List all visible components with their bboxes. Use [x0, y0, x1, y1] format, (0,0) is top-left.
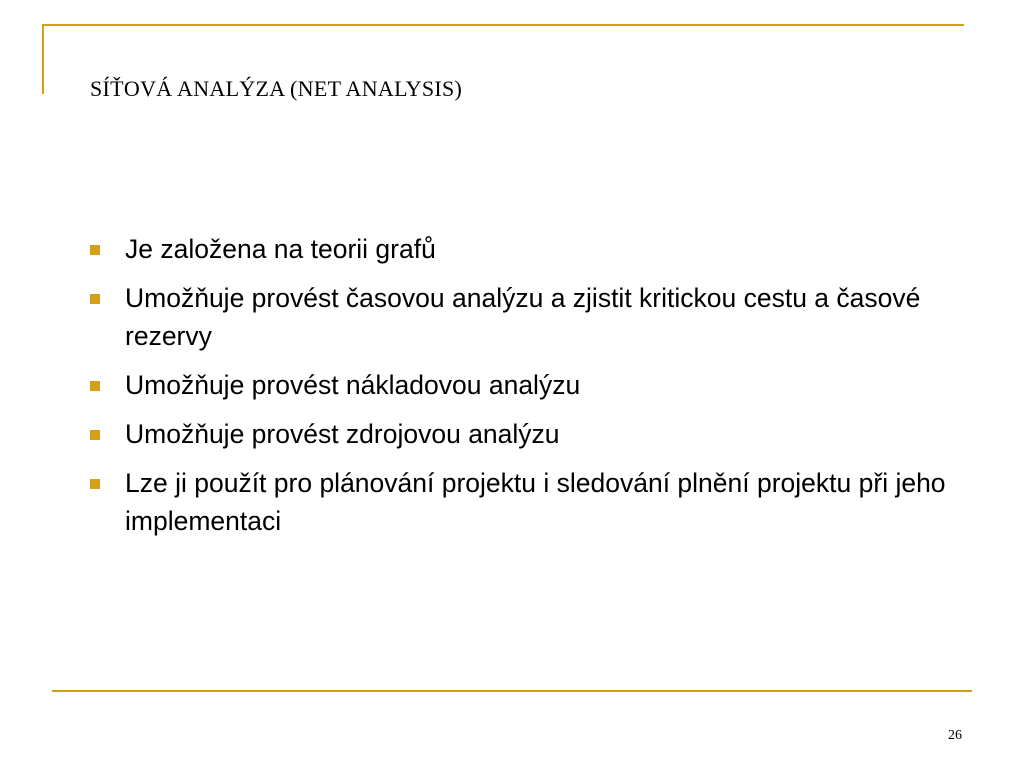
square-bullet-icon — [90, 245, 100, 255]
bullet-list — [88, 230, 948, 551]
page-number: 26 — [948, 728, 962, 743]
bullet-text: Umožňuje provést nákladovou analýzu — [125, 370, 581, 400]
footer-divider — [52, 690, 972, 692]
frame-top-line — [42, 24, 964, 26]
bullet-item — [88, 366, 948, 404]
square-bullet-icon — [90, 381, 100, 391]
frame-left-line — [42, 24, 44, 94]
bullet-item — [88, 415, 948, 453]
bullet-text: Umožňuje provést časovou analýzu a zjistit kritickou cestu a časové rezervy — [125, 283, 921, 351]
bullet-text: Lze ji použít pro plánování projektu i sledování plnění projektu při jeho implementaci — [125, 468, 946, 536]
square-bullet-icon — [90, 479, 100, 489]
bullet-text: Je založena na teorii grafů — [125, 234, 436, 264]
bullet-item — [88, 464, 948, 540]
bullet-item — [88, 230, 948, 268]
slide-title: SÍŤOVÁ ANALÝZA (NET ANALYSIS) — [90, 76, 463, 101]
square-bullet-icon — [90, 430, 100, 440]
square-bullet-icon — [90, 294, 100, 304]
bullet-item — [88, 279, 948, 355]
bullet-text: Umožňuje provést zdrojovou analýzu — [125, 419, 560, 449]
